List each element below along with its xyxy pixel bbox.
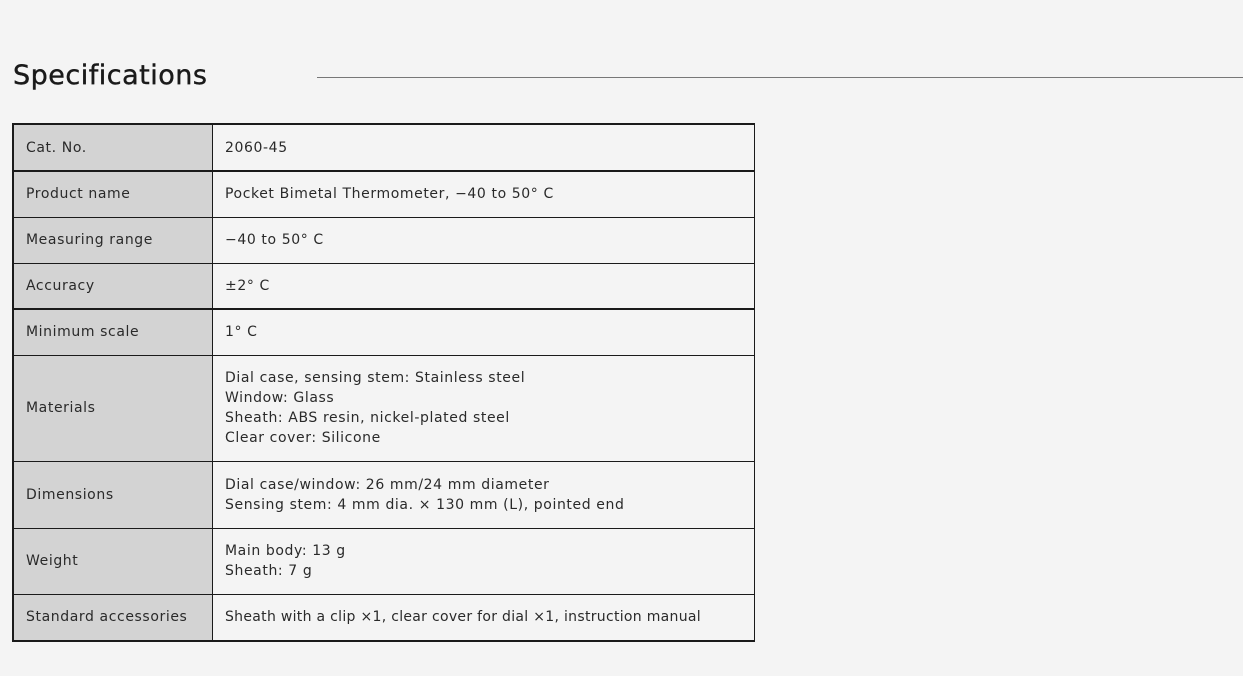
spec-label: Materials [13,355,213,461]
spec-value [213,171,755,217]
spec-label: Minimum scale [13,309,213,355]
section-title: Specifications [13,60,208,91]
spec-value [213,355,755,461]
spec-value-line: Sheath: 7 g [225,563,313,579]
spec-value [213,263,755,309]
spec-label: Measuring range [13,217,213,263]
spec-row-accuracy [13,263,755,309]
spec-value-line: Clear cover: Silicone [225,430,381,446]
spec-label: Product name [13,171,213,217]
spec-value-line: ±2° C [225,277,270,294]
spec-row-materials [13,355,755,461]
spec-value-line: Sheath with a clip ×1, clear cover for dial ×1, instruction manual [225,609,701,626]
spec-row-product-name [13,171,755,217]
spec-label: Weight [13,528,213,594]
spec-value-line: Main body: 13 g [225,543,346,559]
spec-value-line: −40 to 50° C [225,232,324,248]
spec-row-minimum-scale [13,309,755,355]
spec-value-line: 1° C [225,324,258,341]
spec-value [213,461,755,528]
spec-value-line: Sheath: ABS resin, nickel-plated steel [225,410,510,426]
section-header [13,58,1243,98]
spec-table [12,123,755,642]
spec-label: Accuracy [13,263,213,309]
spec-row-standard-accessories [13,594,755,641]
header-divider [317,77,1243,78]
spec-value-line: 2060-45 [225,139,288,156]
spec-value [213,217,755,263]
spec-value [213,309,755,355]
spec-value [213,124,755,171]
spec-label: Cat. No. [13,124,213,171]
spec-row-weight [13,528,755,594]
spec-value-line: Dial case, sensing stem: Stainless steel [225,370,526,386]
spec-label: Standard accessories [13,594,213,641]
spec-value [213,528,755,594]
spec-value-line: Window: Glass [225,390,335,406]
spec-row-measuring-range [13,217,755,263]
spec-value-line: Sensing stem: 4 mm dia. × 130 mm (L), pointed end [225,496,625,513]
spec-value [213,594,755,641]
spec-value-line: Pocket Bimetal Thermometer, −40 to 50° C [225,186,554,203]
spec-value-line: Dial case/window: 26 mm/24 mm diameter [225,476,550,493]
spec-row-cat-no [13,124,755,171]
spec-row-dimensions [13,461,755,528]
spec-label: Dimensions [13,461,213,528]
